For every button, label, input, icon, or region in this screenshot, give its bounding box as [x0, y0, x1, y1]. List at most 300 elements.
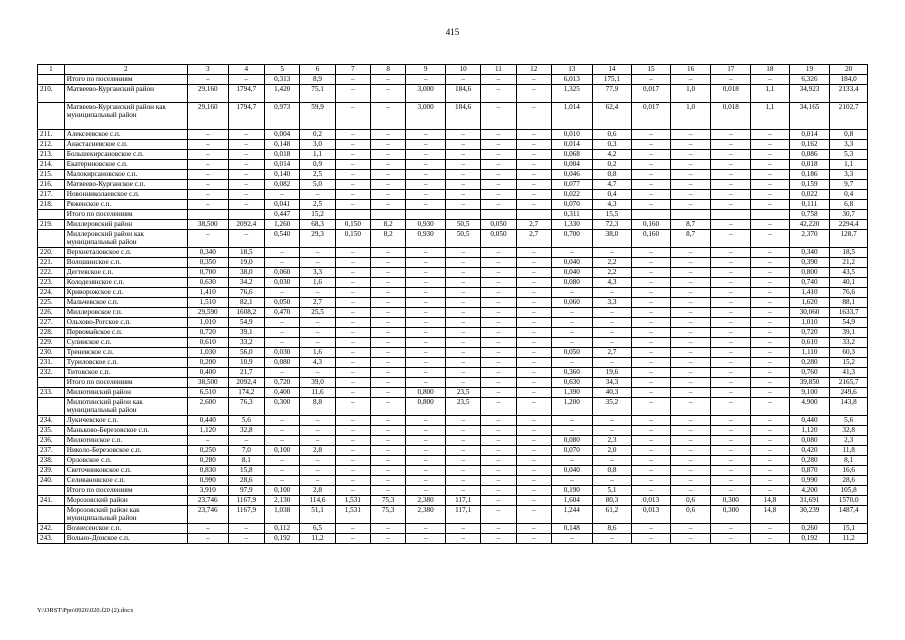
- row-name: Миллеровское г.п.: [64, 308, 187, 318]
- table-cell: 0,030: [265, 348, 300, 358]
- table-cell: –: [371, 298, 406, 308]
- table-cell: 0,2: [592, 160, 632, 170]
- row-number: [38, 506, 65, 524]
- table-cell: –: [551, 318, 592, 328]
- table-cell: –: [371, 388, 406, 398]
- table-cell: –: [516, 456, 551, 466]
- table-cell: –: [335, 200, 370, 210]
- table-cell: –: [670, 298, 711, 308]
- table-cell: 0,930: [406, 230, 446, 248]
- table-cell: –: [751, 446, 790, 456]
- table-cell: –: [406, 436, 446, 446]
- header-row: [38, 65, 868, 75]
- table-cell: –: [335, 398, 370, 416]
- table-cell: –: [516, 534, 551, 544]
- table-cell: 0,018: [711, 85, 751, 103]
- table-cell: –: [445, 476, 480, 486]
- table-cell: –: [632, 140, 671, 150]
- table-cell: –: [670, 524, 711, 534]
- table-cell: 38,0: [228, 268, 264, 278]
- table-cell: –: [711, 130, 751, 140]
- table-cell: –: [516, 524, 551, 534]
- table-cell: –: [406, 278, 446, 288]
- table-cell: 1,510: [187, 298, 228, 308]
- table-cell: –: [406, 348, 446, 358]
- table-cell: –: [592, 534, 632, 544]
- table-cell: 39,1: [830, 328, 868, 338]
- table-cell: 11,2: [830, 534, 868, 544]
- table-cell: 39,0: [300, 378, 335, 388]
- table-cell: –: [751, 288, 790, 298]
- table-cell: –: [335, 75, 370, 85]
- table-cell: –: [711, 140, 751, 150]
- table-cell: 0,250: [187, 446, 228, 456]
- table-cell: –: [481, 200, 516, 210]
- table-cell: –: [371, 140, 406, 150]
- table-cell: 32,8: [228, 426, 264, 436]
- row-name: Итого по поселениям: [64, 378, 187, 388]
- table-cell: –: [265, 258, 300, 268]
- table-cell: –: [481, 278, 516, 288]
- table-cell: –: [445, 378, 480, 388]
- table-cell: –: [187, 180, 228, 190]
- table-row: [38, 388, 868, 398]
- row-number: [38, 486, 65, 496]
- table-cell: –: [670, 486, 711, 496]
- table-cell: –: [751, 140, 790, 150]
- table-cell: 0,192: [789, 534, 830, 544]
- table-cell: 1,014: [551, 103, 592, 130]
- table-cell: –: [481, 534, 516, 544]
- table-cell: 5,0: [300, 180, 335, 190]
- table-cell: –: [300, 338, 335, 348]
- table-cell: 2,7: [300, 298, 335, 308]
- table-cell: –: [371, 150, 406, 160]
- table-cell: [406, 210, 446, 220]
- table-row: [38, 190, 868, 200]
- table-cell: 0,280: [187, 456, 228, 466]
- table-cell: –: [371, 170, 406, 180]
- table-cell: –: [632, 268, 671, 278]
- table-cell: 0,004: [551, 160, 592, 170]
- table-cell: –: [751, 328, 790, 338]
- table-cell: 4,3: [592, 278, 632, 288]
- table-cell: –: [481, 103, 516, 130]
- table-cell: –: [481, 426, 516, 436]
- table-cell: 6,510: [187, 388, 228, 398]
- table-cell: 1,420: [265, 85, 300, 103]
- column-number: 11: [481, 65, 516, 75]
- table-cell: 29,3: [300, 230, 335, 248]
- table-cell: –: [516, 506, 551, 524]
- table-cell: –: [711, 298, 751, 308]
- row-name: Анастасиевское с.п.: [64, 140, 187, 150]
- table-cell: 34,923: [789, 85, 830, 103]
- table-cell: 0,990: [187, 476, 228, 486]
- table-cell: 2,370: [789, 230, 830, 248]
- table-cell: 0,018: [265, 150, 300, 160]
- table-cell: –: [751, 358, 790, 368]
- table-cell: –: [551, 456, 592, 466]
- row-name: Матвеево-Курганский район: [64, 85, 187, 103]
- table-cell: –: [187, 200, 228, 210]
- table-cell: –: [751, 466, 790, 476]
- table-cell: –: [481, 436, 516, 446]
- row-name: Сулинское с.п.: [64, 338, 187, 348]
- table-cell: 29,160: [187, 85, 228, 103]
- row-number: 217.: [38, 190, 65, 200]
- table-cell: –: [592, 308, 632, 318]
- table-cell: 0,018: [789, 160, 830, 170]
- table-cell: 4,3: [592, 200, 632, 210]
- table-cell: –: [711, 258, 751, 268]
- table-cell: 23,5: [445, 388, 480, 398]
- table-cell: –: [632, 278, 671, 288]
- table-cell: 0,830: [187, 466, 228, 476]
- table-cell: 0,162: [789, 140, 830, 150]
- table-cell: –: [751, 298, 790, 308]
- file-path-footer: Y:\ORST\Ppo\0926\020.f20 (2).docx: [37, 607, 134, 614]
- table-cell: –: [481, 378, 516, 388]
- table-cell: –: [592, 426, 632, 436]
- table-cell: 54,9: [830, 318, 868, 328]
- table-cell: –: [711, 338, 751, 348]
- table-cell: 35,2: [592, 398, 632, 416]
- table-cell: –: [632, 298, 671, 308]
- table-cell: 62,4: [592, 103, 632, 130]
- table-cell: –: [711, 200, 751, 210]
- table-cell: 0,148: [551, 524, 592, 534]
- table-cell: 61,2: [592, 506, 632, 524]
- table-cell: 0,022: [789, 190, 830, 200]
- column-number: 7: [335, 65, 370, 75]
- table-cell: –: [481, 75, 516, 85]
- table-cell: –: [406, 476, 446, 486]
- table-cell: –: [335, 160, 370, 170]
- table-cell: –: [711, 436, 751, 446]
- table-cell: –: [445, 368, 480, 378]
- table-cell: –: [406, 75, 446, 85]
- table-cell: –: [751, 348, 790, 358]
- table-cell: 0,990: [789, 476, 830, 486]
- page-number: 415: [445, 27, 460, 37]
- table-cell: 0,400: [265, 388, 300, 398]
- table-cell: –: [335, 318, 370, 328]
- table-cell: 34,165: [789, 103, 830, 130]
- table-cell: 0,280: [789, 358, 830, 368]
- row-name: Морозовский район: [64, 496, 187, 506]
- table-cell: 19,6: [592, 368, 632, 378]
- table-cell: 15,2: [300, 210, 335, 220]
- table-cell: 0,6: [670, 506, 711, 524]
- row-name: Ольхово-Рогское с.п.: [64, 318, 187, 328]
- table-cell: –: [516, 378, 551, 388]
- table-cell: –: [265, 466, 300, 476]
- table-cell: 0,040: [551, 466, 592, 476]
- table-cell: –: [670, 338, 711, 348]
- table-cell: –: [592, 288, 632, 298]
- table-cell: –: [711, 308, 751, 318]
- table-cell: 1,038: [265, 506, 300, 524]
- table-cell: –: [516, 75, 551, 85]
- row-name: Туриловское с.п.: [64, 358, 187, 368]
- table-cell: –: [751, 75, 790, 85]
- table-cell: –: [187, 160, 228, 170]
- table-cell: 0,610: [187, 338, 228, 348]
- table-cell: 249,6: [830, 388, 868, 398]
- table-cell: –: [265, 248, 300, 258]
- table-cell: [632, 210, 671, 220]
- row-number: 242.: [38, 524, 65, 534]
- table-cell: 1,0: [670, 85, 711, 103]
- table-cell: [187, 210, 228, 220]
- table-cell: –: [335, 85, 370, 103]
- table-cell: 0,340: [789, 248, 830, 258]
- table-cell: 2,7: [592, 348, 632, 358]
- table-cell: 72,3: [592, 220, 632, 230]
- table-cell: 0,080: [551, 278, 592, 288]
- table-cell: –: [228, 524, 264, 534]
- table-cell: –: [445, 446, 480, 456]
- table-cell: 2,5: [300, 170, 335, 180]
- table-cell: 34,2: [228, 278, 264, 288]
- column-number: 13: [551, 65, 592, 75]
- column-number: 9: [406, 65, 446, 75]
- table-cell: –: [371, 358, 406, 368]
- table-cell: –: [187, 170, 228, 180]
- table-cell: –: [335, 308, 370, 318]
- table-cell: –: [481, 476, 516, 486]
- table-cell: –: [371, 130, 406, 140]
- table-cell: –: [371, 318, 406, 328]
- table-cell: –: [751, 456, 790, 466]
- table-cell: 0,447: [265, 210, 300, 220]
- table-row: [38, 130, 868, 140]
- table-cell: 75,3: [371, 496, 406, 506]
- row-number: 243.: [38, 534, 65, 544]
- table-cell: –: [265, 318, 300, 328]
- table-row: [38, 496, 868, 506]
- table-cell: [670, 210, 711, 220]
- table-cell: –: [516, 258, 551, 268]
- table-cell: –: [516, 348, 551, 358]
- table-cell: –: [670, 190, 711, 200]
- table-cell: –: [335, 288, 370, 298]
- table-cell: –: [481, 190, 516, 200]
- table-cell: 11,8: [830, 446, 868, 456]
- table-cell: –: [265, 436, 300, 446]
- table-cell: 0,086: [789, 150, 830, 160]
- table-cell: –: [300, 190, 335, 200]
- table-row: [38, 476, 868, 486]
- table-cell: –: [632, 258, 671, 268]
- table-cell: –: [406, 150, 446, 160]
- table-cell: –: [371, 486, 406, 496]
- table-cell: 5,3: [830, 150, 868, 160]
- table-row: [38, 140, 868, 150]
- table-cell: –: [670, 388, 711, 398]
- column-number: 10: [445, 65, 480, 75]
- table-cell: –: [711, 220, 751, 230]
- row-name: Милютинский район как муниципальный район: [64, 398, 187, 416]
- table-cell: 0,390: [789, 258, 830, 268]
- table-cell: 0,070: [551, 200, 592, 210]
- table-cell: –: [632, 466, 671, 476]
- table-row: [38, 308, 868, 318]
- row-number: 215.: [38, 170, 65, 180]
- table-cell: 128,7: [830, 230, 868, 248]
- table-cell: 2,7: [516, 220, 551, 230]
- row-number: 212.: [38, 140, 65, 150]
- table-cell: –: [632, 318, 671, 328]
- table-cell: –: [445, 75, 480, 85]
- table-cell: 3,3: [830, 170, 868, 180]
- table-cell: [335, 210, 370, 220]
- table-cell: 0,022: [551, 190, 592, 200]
- table-cell: –: [228, 200, 264, 210]
- table-cell: –: [751, 180, 790, 190]
- table-cell: –: [265, 338, 300, 348]
- table-cell: –: [751, 200, 790, 210]
- table-cell: –: [670, 318, 711, 328]
- table-cell: 88,1: [830, 298, 868, 308]
- table-cell: 15,5: [592, 210, 632, 220]
- row-name: Ряженское с.п.: [64, 200, 187, 210]
- table-cell: –: [445, 358, 480, 368]
- table-cell: –: [516, 318, 551, 328]
- row-number: 236.: [38, 436, 65, 446]
- table-row: [38, 170, 868, 180]
- row-number: [38, 103, 65, 130]
- table-cell: –: [592, 358, 632, 368]
- table-cell: 0,030: [265, 278, 300, 288]
- table-cell: –: [751, 308, 790, 318]
- table-cell: –: [335, 348, 370, 358]
- table-cell: 0,060: [265, 268, 300, 278]
- table-cell: –: [335, 190, 370, 200]
- table-cell: –: [670, 258, 711, 268]
- table-cell: –: [371, 248, 406, 258]
- table-cell: 0,800: [406, 388, 446, 398]
- table-cell: 143,8: [830, 398, 868, 416]
- table-cell: 0,046: [551, 170, 592, 180]
- table-row: [38, 248, 868, 258]
- table-cell: 0,160: [632, 230, 671, 248]
- table-cell: 0,6: [670, 496, 711, 506]
- table-cell: 3,000: [406, 85, 446, 103]
- table-cell: –: [592, 318, 632, 328]
- table-cell: –: [371, 338, 406, 348]
- table-cell: 0,720: [187, 328, 228, 338]
- row-name: Большекирсановское с.п.: [64, 150, 187, 160]
- table-cell: 2294,4: [830, 220, 868, 230]
- table-cell: [371, 210, 406, 220]
- table-cell: 0,017: [632, 103, 671, 130]
- table-cell: 0,740: [789, 278, 830, 288]
- table-cell: [481, 210, 516, 220]
- table-cell: 0,014: [265, 160, 300, 170]
- table-cell: –: [335, 426, 370, 436]
- table-cell: 1,410: [789, 288, 830, 298]
- table-cell: –: [632, 130, 671, 140]
- table-cell: –: [751, 160, 790, 170]
- table-cell: –: [632, 288, 671, 298]
- table-cell: 184,6: [445, 85, 480, 103]
- table-cell: –: [481, 268, 516, 278]
- row-number: [38, 378, 65, 388]
- table-cell: 0,700: [187, 268, 228, 278]
- table-cell: –: [516, 248, 551, 258]
- table-row: [38, 230, 868, 248]
- table-cell: 1,1: [300, 150, 335, 160]
- row-number: 237.: [38, 446, 65, 456]
- table-cell: –: [300, 466, 335, 476]
- table-cell: –: [516, 466, 551, 476]
- table-cell: –: [371, 180, 406, 190]
- table-cell: 0,160: [632, 220, 671, 230]
- table-cell: 1167,9: [228, 496, 264, 506]
- table-cell: [516, 210, 551, 220]
- table-cell: –: [371, 524, 406, 534]
- table-cell: 0,610: [789, 338, 830, 348]
- table-cell: 0,440: [789, 416, 830, 426]
- table-cell: –: [670, 348, 711, 358]
- table-row: [38, 416, 868, 426]
- table-cell: 0,800: [789, 268, 830, 278]
- table-cell: –: [551, 358, 592, 368]
- table-cell: –: [516, 130, 551, 140]
- table-cell: 1,6: [300, 348, 335, 358]
- table-cell: 21,7: [228, 368, 264, 378]
- table-cell: –: [300, 318, 335, 328]
- table-cell: –: [632, 416, 671, 426]
- table-cell: –: [551, 534, 592, 544]
- table-cell: 0,8: [592, 466, 632, 476]
- table-cell: –: [335, 388, 370, 398]
- table-cell: [228, 210, 264, 220]
- row-name: Морозовский район как муниципальный район: [64, 506, 187, 524]
- table-cell: 0,300: [711, 496, 751, 506]
- table-cell: –: [516, 278, 551, 288]
- table-cell: –: [711, 318, 751, 328]
- table-cell: 23,5: [445, 398, 480, 416]
- row-name: Миллеровский район: [64, 220, 187, 230]
- table-cell: 0,540: [265, 230, 300, 248]
- row-name: Светочниковское с.п.: [64, 466, 187, 476]
- table-cell: –: [481, 398, 516, 416]
- table-cell: 1,1: [751, 85, 790, 103]
- table-cell: 60,3: [830, 348, 868, 358]
- table-cell: 2,2: [592, 268, 632, 278]
- table-cell: –: [481, 388, 516, 398]
- table-cell: –: [670, 308, 711, 318]
- table-cell: 1,531: [335, 496, 370, 506]
- table-cell: –: [481, 358, 516, 368]
- table-cell: –: [187, 140, 228, 150]
- table-cell: 19,0: [228, 258, 264, 268]
- table-cell: –: [670, 378, 711, 388]
- table-cell: 41,3: [830, 368, 868, 378]
- table-cell: 0,700: [551, 230, 592, 248]
- table-cell: 1,1: [751, 103, 790, 130]
- table-cell: –: [187, 436, 228, 446]
- table-cell: 0,013: [632, 506, 671, 524]
- table-cell: –: [711, 456, 751, 466]
- table-cell: 0,4: [830, 190, 868, 200]
- table-cell: –: [371, 258, 406, 268]
- table-cell: –: [670, 456, 711, 466]
- table-cell: 0,014: [789, 130, 830, 140]
